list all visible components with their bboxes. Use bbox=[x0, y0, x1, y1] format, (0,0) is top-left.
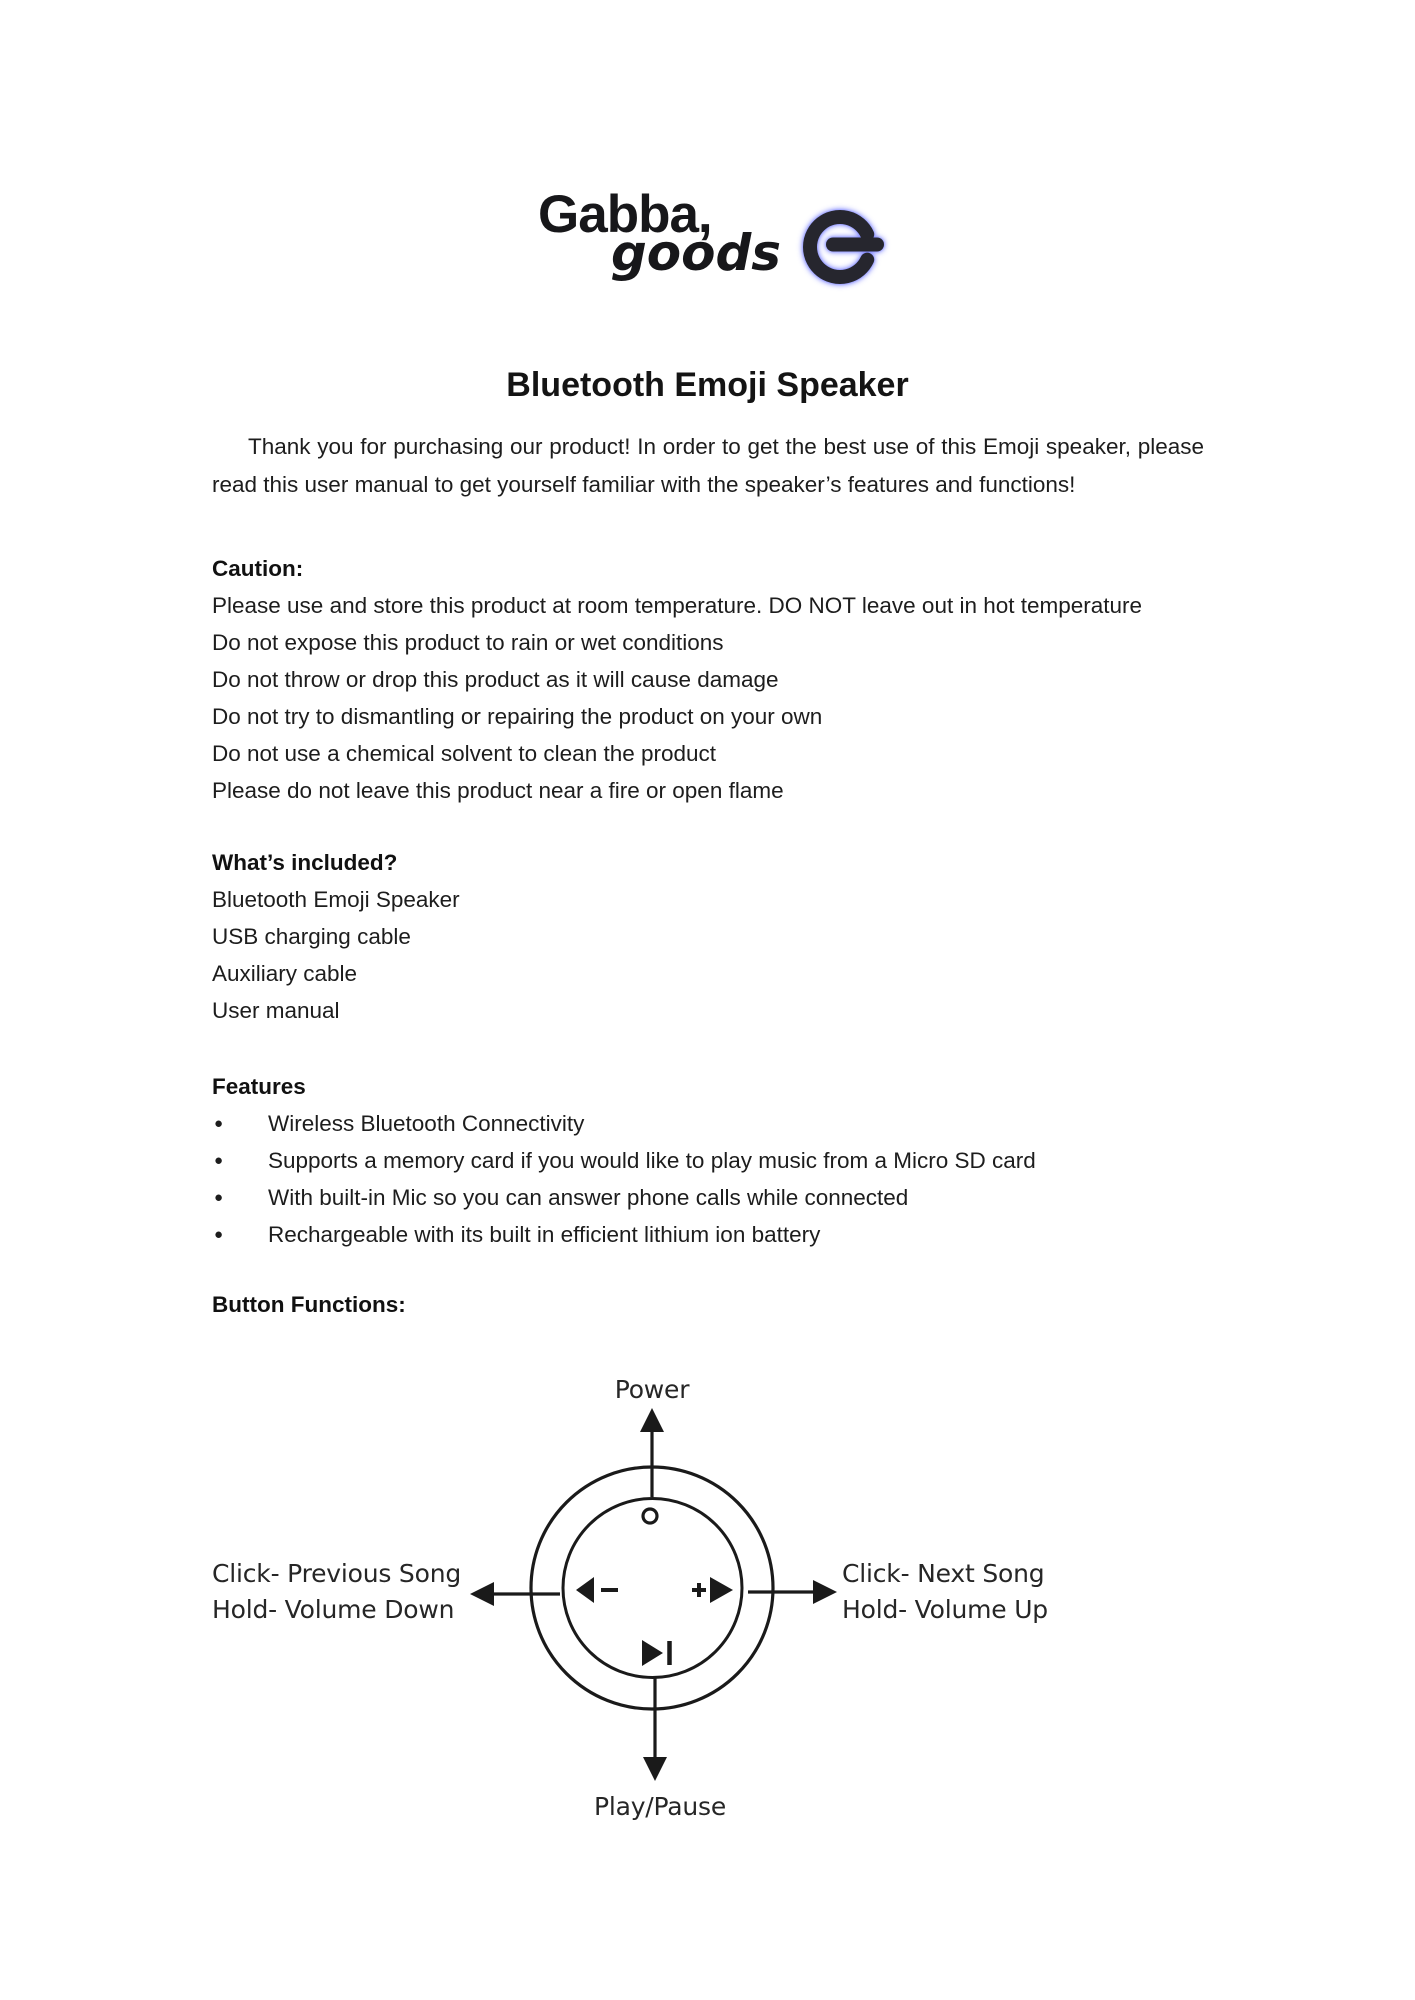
feature-text-1: Wireless Bluetooth Connectivity bbox=[268, 1111, 585, 1136]
bullet-icon: ● bbox=[214, 1226, 224, 1243]
included-item-1: Bluetooth Emoji Speaker bbox=[212, 887, 460, 912]
feature-item-3 bbox=[212, 1179, 1212, 1216]
feature-text-3: With built-in Mic so you can answer phone calls while connected bbox=[268, 1185, 909, 1210]
volume-down-label-line2: Hold- Volume Down bbox=[212, 1595, 455, 1624]
caution-line-6: Please do not leave this product near a fire or open flame bbox=[212, 778, 784, 803]
caution-line-2: Do not expose this product to rain or wet conditions bbox=[212, 630, 724, 655]
brand-name-gabba: Gabba, bbox=[538, 185, 712, 244]
caution-line-4: Do not try to dismantling or repairing the product on your own bbox=[212, 704, 823, 729]
feature-text-4: Rechargeable with its built in efficient lithium ion battery bbox=[268, 1222, 821, 1247]
caution-line-1: Please use and store this product at room temperature. DO NOT leave out in hot temperature bbox=[212, 593, 1143, 618]
next-song-label bbox=[842, 1556, 1048, 1628]
play-triangle-icon bbox=[642, 1640, 663, 1666]
bullet-icon: ● bbox=[214, 1189, 224, 1206]
button-functions-heading: Button Functions: bbox=[212, 1292, 406, 1317]
features-section bbox=[212, 1068, 1212, 1253]
caution-heading: Caution: bbox=[212, 556, 304, 581]
power-label: Power bbox=[614, 1375, 690, 1404]
caution-line-3: Do not throw or drop this product as it will cause damage bbox=[212, 667, 779, 692]
caution-line-5: Do not use a chemical solvent to clean the product bbox=[212, 741, 717, 766]
brand-logo bbox=[538, 185, 908, 308]
power-arrowhead-icon bbox=[640, 1408, 664, 1432]
prev-arrowhead-icon bbox=[470, 1582, 494, 1606]
included-item-3: Auxiliary cable bbox=[212, 961, 358, 986]
page-title: Bluetooth Emoji Speaker bbox=[506, 366, 909, 404]
next-arrowhead-icon bbox=[813, 1580, 837, 1604]
prev-triangle-icon bbox=[576, 1577, 594, 1603]
intro-paragraph: Thank you for purchasing our product! In order to get the best use of this Emoji speaker, please read this user manual to get yourself familiar with the speaker’s features and functions! bbox=[212, 434, 1204, 497]
brand-name-goods: goods bbox=[611, 224, 782, 282]
previous-song-label-line1: Click- Previous Song bbox=[212, 1559, 462, 1588]
outer-ring bbox=[531, 1467, 773, 1709]
bullet-icon: ● bbox=[214, 1115, 224, 1132]
next-song-label-line1: Click- Next Song bbox=[842, 1559, 1045, 1588]
power-symbol-icon bbox=[643, 1509, 657, 1523]
feature-item-1 bbox=[212, 1105, 1212, 1142]
bullet-icon: ● bbox=[214, 1152, 224, 1169]
feature-item-2 bbox=[212, 1142, 1212, 1179]
included-section bbox=[212, 844, 1212, 1029]
feature-item-4 bbox=[212, 1216, 1212, 1253]
features-heading: Features bbox=[212, 1074, 306, 1099]
button-functions-section bbox=[212, 1286, 1212, 1323]
included-item-2: USB charging cable bbox=[212, 924, 411, 949]
volume-up-label-line2: Hold- Volume Up bbox=[842, 1595, 1048, 1624]
previous-song-label bbox=[212, 1556, 461, 1628]
included-item-4: User manual bbox=[212, 998, 340, 1023]
g-power-icon bbox=[803, 206, 885, 288]
feature-text-2: Supports a memory card if you would like to play music from a Micro SD card bbox=[268, 1148, 1036, 1173]
included-heading: What’s included? bbox=[212, 850, 398, 875]
caution-section bbox=[212, 550, 1212, 809]
play-pause-label: Play/Pause bbox=[593, 1792, 727, 1821]
next-triangle-icon bbox=[710, 1577, 733, 1603]
play-arrowhead-icon bbox=[643, 1757, 667, 1781]
